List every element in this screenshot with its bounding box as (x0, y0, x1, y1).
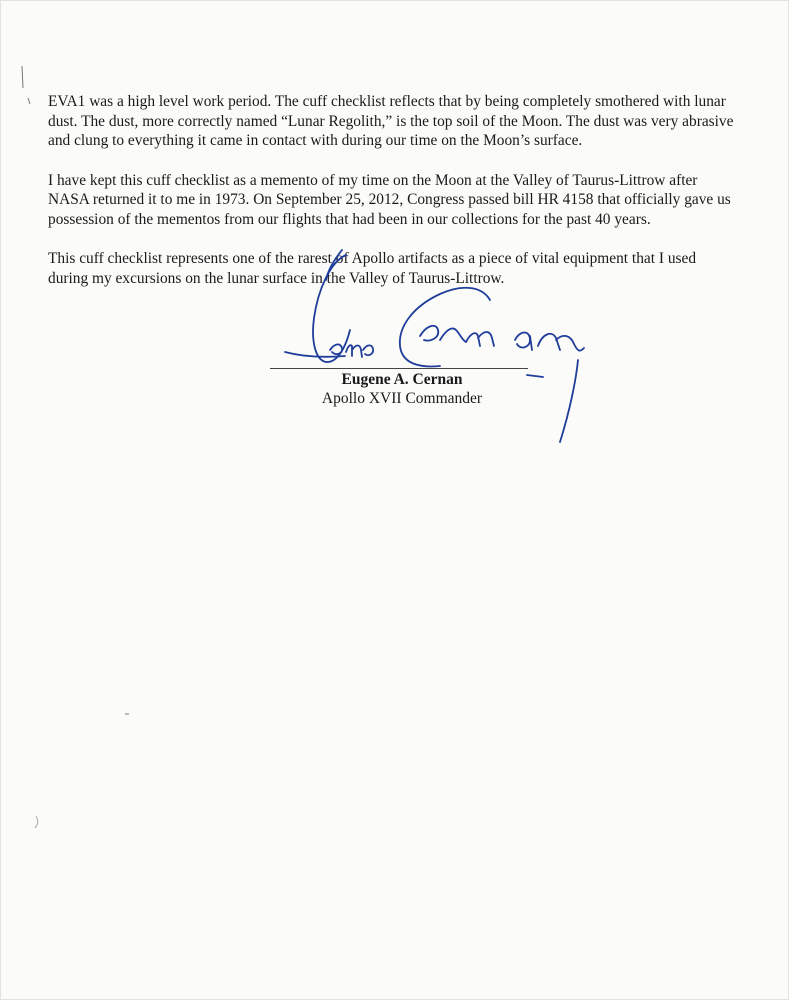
paragraph-memento: I have kept this cuff checklist as a memento of my time on the Moon at the Valley of Taurus-Littrow after NASA returned it to me in 1973. On September 25, 2012, Congress passed bill HR 4158 that officially gave us possession of the mementos from our flights that had been in our collections for the past 40 years. (48, 171, 731, 228)
signature-block (252, 370, 552, 408)
signature-line (270, 368, 528, 369)
printed-title: Apollo XVII Commander (321, 390, 483, 407)
paragraph-rarest-artifact: This cuff checklist represents one of the rarest of Apollo artifacts as a piece of vital equipment that I used during my excursions on the lunar surface in the Valley of Taurus-Littrow. (48, 250, 697, 287)
printed-name: Eugene A. Cernan (341, 371, 463, 388)
letter-body (48, 92, 748, 308)
paragraph-eva1: EVA1 was a high level work period. The cuff checklist reflects that by being completely smothered with lunar dust. The dust, more correctly named “Lunar Regolith,” is the top soil of the Moon. The dust was very abrasive and clung to everything it came in contact with during our time on the Moon’s surface. (48, 93, 734, 149)
